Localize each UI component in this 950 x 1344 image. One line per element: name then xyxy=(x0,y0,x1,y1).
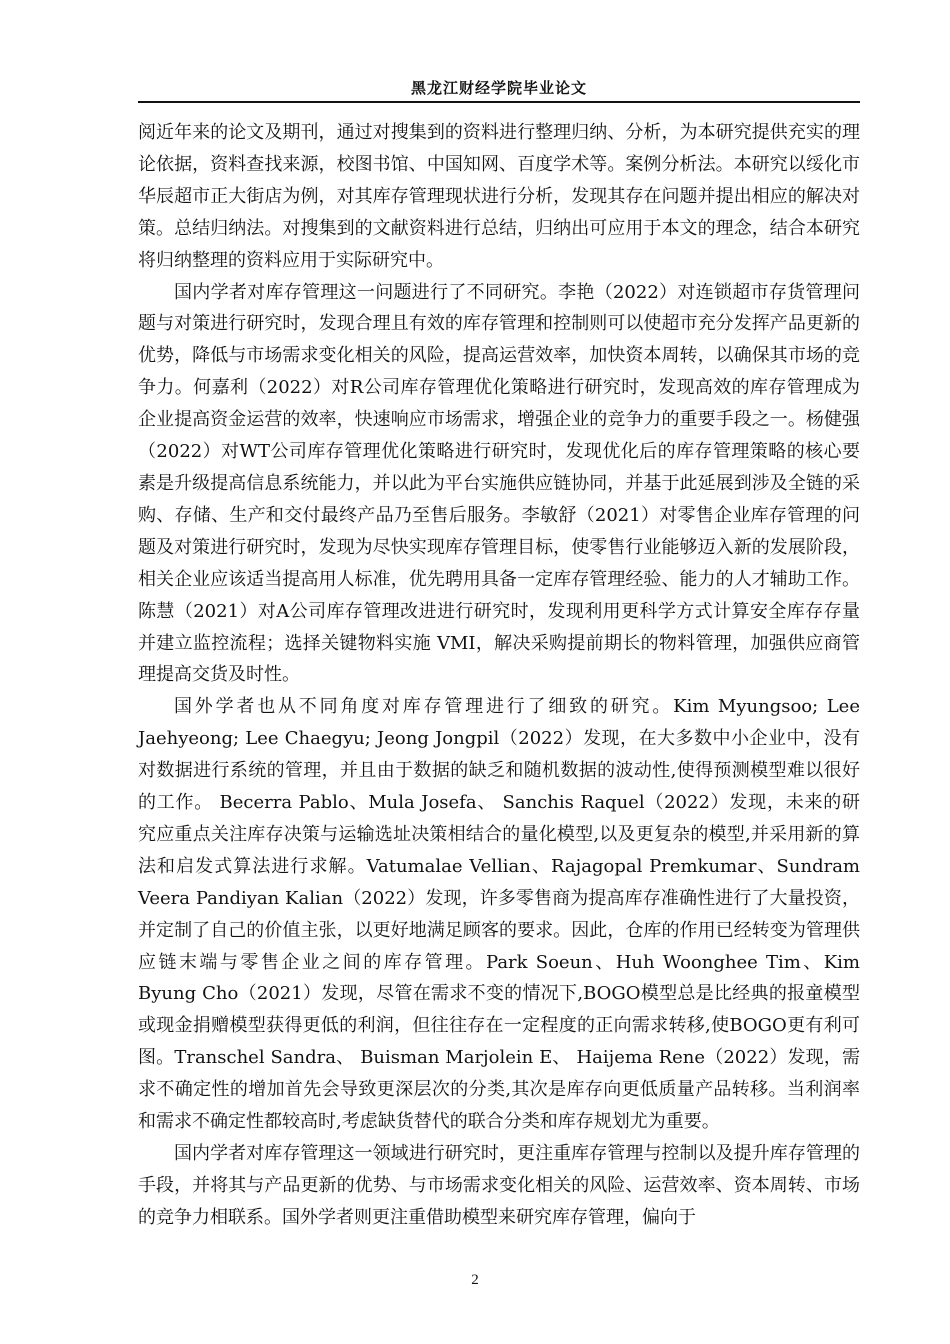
body-text xyxy=(138,117,860,1234)
running-header-title: 黑龙江财经学院毕业论文 xyxy=(410,79,587,97)
paragraph-comparison: 国内学者对库存管理这一领域进行研究时，更注重库存管理与控制以及提升库存管理的手段，并将其与产品更新的优势、与市场需求变化相关的风险、运营效率、资本周转、市场的竞争力相联系。国外学者则更注重借助模型来研究库存管理，偏向于 xyxy=(138,1143,860,1228)
paragraph-domestic-research: 国内学者对库存管理这一问题进行了不同研究。李艳（2022）对连锁超市存货管理问题与对策进行研究时，发现合理且有效的库存管理和控制则可以使超市充分发挥产品更新的优势，降低与市场需求变化相关的风险，提高运营效率，加快资本周转，以确保其市场的竞争力。何嘉利（2022）对R公司库存管理优化策略进行研究时，发现高效的库存管理成为企业提高资金运营的效率，快速响应市场需求，增强企业的竞争力的重要手段之一。杨健强（2022）对WT公司库存管理优化策略进行研究时，发现优化后的库存管理策略的核心要素是升级提高信息系统能力，并以此为平台实施供应链协同，并基于此延展到涉及全链的采购、存储、生产和交付最终产品乃至售后服务。李敏舒（2021）对零售企业库存管理的问题及对策进行研究时，发现为尽快实现库存管理目标，使零售行业能够迈入新的发展阶段，相关企业应该适当提高用人标准，优先聘用具备一定库存管理经验、能力的人才辅助工作。陈慧（2021）对A公司库存管理改进进行研究时，发现利用更科学方式计算安全库存存量并建立监控流程；选择关键物料实施 VMI，解决采购提前期长的物料管理，加强供应商管理提高交货及时性。 xyxy=(138,281,860,686)
paragraph-foreign-research: 国外学者也从不同角度对库存管理进行了细致的研究。Kim Myungsoo; Lee Jaehyeong; Lee Chaegyu; Jeong Jongpil（2022）发现，在大多数中小企业中，没有对数据进行系统的管理，并且由于数据的缺乏和随机数据的波动性,使得预测模型难以很好的工作。 Becerra Pablo、Mula Josefa、 Sanchis Raquel（2022）发现，未来的研究应重点关注库存决策与运输选址决策相结合的量化模型,以及更复杂的模型,并采用新的算法和启发式算法进行求解。Vatumalae Vellian、Rajagopal Premkumar、Sundram Veera Pandiyan Kalian（2022）发现，许多零售商为提高库存准确性进行了大量投资，并定制了自己的价值主张，以更好地满足顾客的要求。因此，仓库的作用已经转变为管理供应链末端与零售企业之间的库存管理。Park Soeun、Huh Woonghee Tim、Kim Byung Cho（2021）发现，尽管在需求不变的情况下,BOGO模型总是比经典的报童模型或现金捐赠模型获得更低的利润，但往往存在一定程度的正向需求转移,使BOGO更有利可图。Transchel Sandra、 Buisman Marjolein E、 Haijema Rene（2022）发现，需求不确定性的增加首先会导致更深层次的分类,其次是库存向更低质量产品转移。当利润率和需求不确定性都较高时,考虑缺货替代的联合分类和库存规划尤为重要。 xyxy=(138,696,860,1133)
header-divider xyxy=(138,101,860,103)
page-number: 2 xyxy=(471,1272,479,1288)
paragraph-methods: 阅近年来的论文及期刊，通过对搜集到的资料进行整理归纳、分析，为本研究提供充实的理论依据，资料查找来源，校图书馆、中国知网、百度学术等。案例分析法。本研究以绥化市华辰超市正大街店为例，对其库存管理现状进行分析，发现其存在问题并提出相应的解决对策。总结归纳法。对搜集到的文献资料进行总结，归纳出可应用于本文的理念，结合本研究将归纳整理的资料应用于实际研究中。 xyxy=(138,122,860,271)
